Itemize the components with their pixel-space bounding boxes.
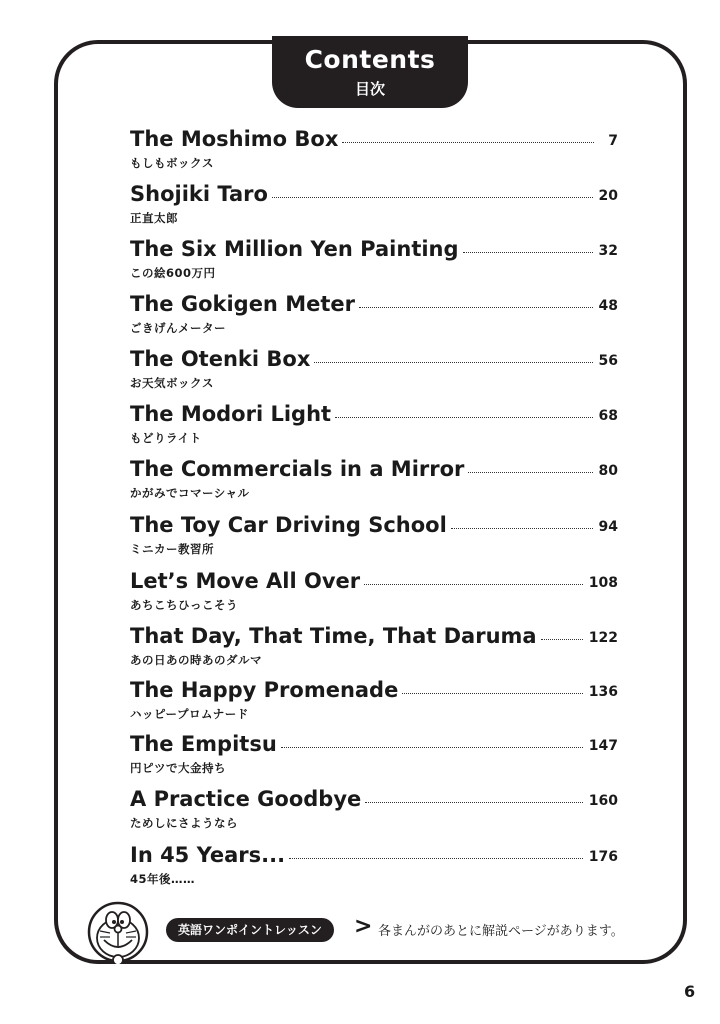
entry-japanese-title: ハッピープロムナード (130, 707, 249, 721)
toc-entry[interactable] (130, 564, 618, 614)
contents-header-tab (272, 36, 468, 108)
lesson-footer (86, 898, 666, 968)
entry-page: 20 (598, 188, 618, 204)
entry-page: 56 (598, 353, 618, 369)
entry-japanese-title: 円ピツで大金持ち (130, 761, 226, 775)
toc-entry[interactable] (130, 287, 618, 337)
entry-title: The Empitsu (130, 732, 277, 756)
entry-title: The Moshimo Box (130, 127, 339, 151)
entry-japanese-title: もどりライト (130, 431, 202, 445)
entry-title: A Practice Goodbye (130, 787, 362, 811)
entry-title: That Day, That Time, That Daruma (130, 624, 537, 648)
entry-japanese-title: この絵600万円 (130, 266, 216, 280)
entry-japanese-title: 正直太郎 (130, 211, 178, 225)
entry-page: 48 (598, 298, 618, 314)
toc-entry[interactable] (130, 673, 618, 723)
dot-leader (281, 747, 583, 748)
dot-leader (289, 858, 583, 859)
dot-leader (402, 693, 582, 694)
toc-entry[interactable] (130, 452, 618, 502)
toc-entry[interactable] (130, 508, 618, 558)
dot-leader (364, 584, 583, 585)
toc-entry[interactable] (130, 177, 618, 227)
dot-leader (342, 142, 594, 143)
page-title: Contents (304, 45, 436, 74)
entry-japanese-title: ごきげんメーター (130, 321, 226, 335)
toc-entry[interactable] (130, 397, 618, 447)
dot-leader (335, 417, 592, 418)
entry-page: 136 (588, 684, 618, 700)
entry-japanese-title: 45年後…… (130, 872, 196, 886)
entry-title: The Six Million Yen Painting (130, 237, 459, 261)
dot-leader (314, 362, 592, 363)
dot-leader (365, 802, 583, 803)
entry-title: Let’s Move All Over (130, 569, 361, 593)
entry-title: The Modori Light (130, 402, 332, 426)
entry-japanese-title: ミニカー教習所 (130, 542, 214, 556)
entry-page: 94 (598, 519, 618, 535)
toc-entry[interactable] (130, 727, 618, 777)
toc-entry[interactable] (130, 232, 618, 282)
doraemon-icon (86, 898, 150, 964)
entry-page: 108 (588, 575, 618, 591)
entry-title: In 45 Years... (130, 843, 286, 867)
dot-leader (463, 252, 593, 253)
entry-japanese-title: お天気ボックス (130, 376, 214, 390)
dot-leader (468, 472, 592, 473)
entry-title: The Commercials in a Mirror (130, 457, 465, 481)
entry-japanese-title: ためしにさようなら (130, 816, 238, 830)
dot-leader (541, 639, 583, 640)
toc-entry[interactable] (130, 782, 618, 832)
dot-leader (359, 307, 593, 308)
entry-title: The Gokigen Meter (130, 292, 355, 316)
lesson-badge: 英語ワンポイントレッスン (166, 918, 334, 942)
entry-page: 160 (588, 793, 618, 809)
toc-entry[interactable] (130, 122, 618, 172)
toc-entry[interactable] (130, 342, 618, 392)
page-subtitle: 目次 (354, 80, 385, 98)
entry-title: Shojiki Taro (130, 182, 268, 206)
entry-japanese-title: あの日あの時あのダルマ (130, 653, 262, 667)
entry-page: 122 (588, 630, 618, 646)
chevron-right-icon: > (354, 914, 373, 939)
page-number: 6 (684, 982, 696, 1001)
toc-entry[interactable] (130, 619, 618, 669)
entry-page: 7 (608, 133, 618, 149)
lesson-note: 各まんがのあとに解説ページがあります。 (378, 924, 624, 939)
entry-page: 176 (588, 849, 618, 865)
entry-page: 147 (588, 738, 618, 754)
entry-title: The Happy Promenade (130, 678, 399, 702)
entry-page: 32 (598, 243, 618, 259)
entry-japanese-title: もしもボックス (130, 156, 214, 170)
entry-title: The Otenki Box (130, 347, 311, 371)
entry-title: The Toy Car Driving School (130, 513, 447, 537)
toc-entry[interactable] (130, 838, 618, 888)
entry-page: 80 (598, 463, 618, 479)
entry-japanese-title: あちこちひっこそう (130, 598, 238, 612)
dot-leader (451, 528, 593, 529)
dot-leader (272, 197, 593, 198)
entry-japanese-title: かがみでコマーシャル (130, 486, 250, 500)
entry-page: 68 (598, 408, 618, 424)
